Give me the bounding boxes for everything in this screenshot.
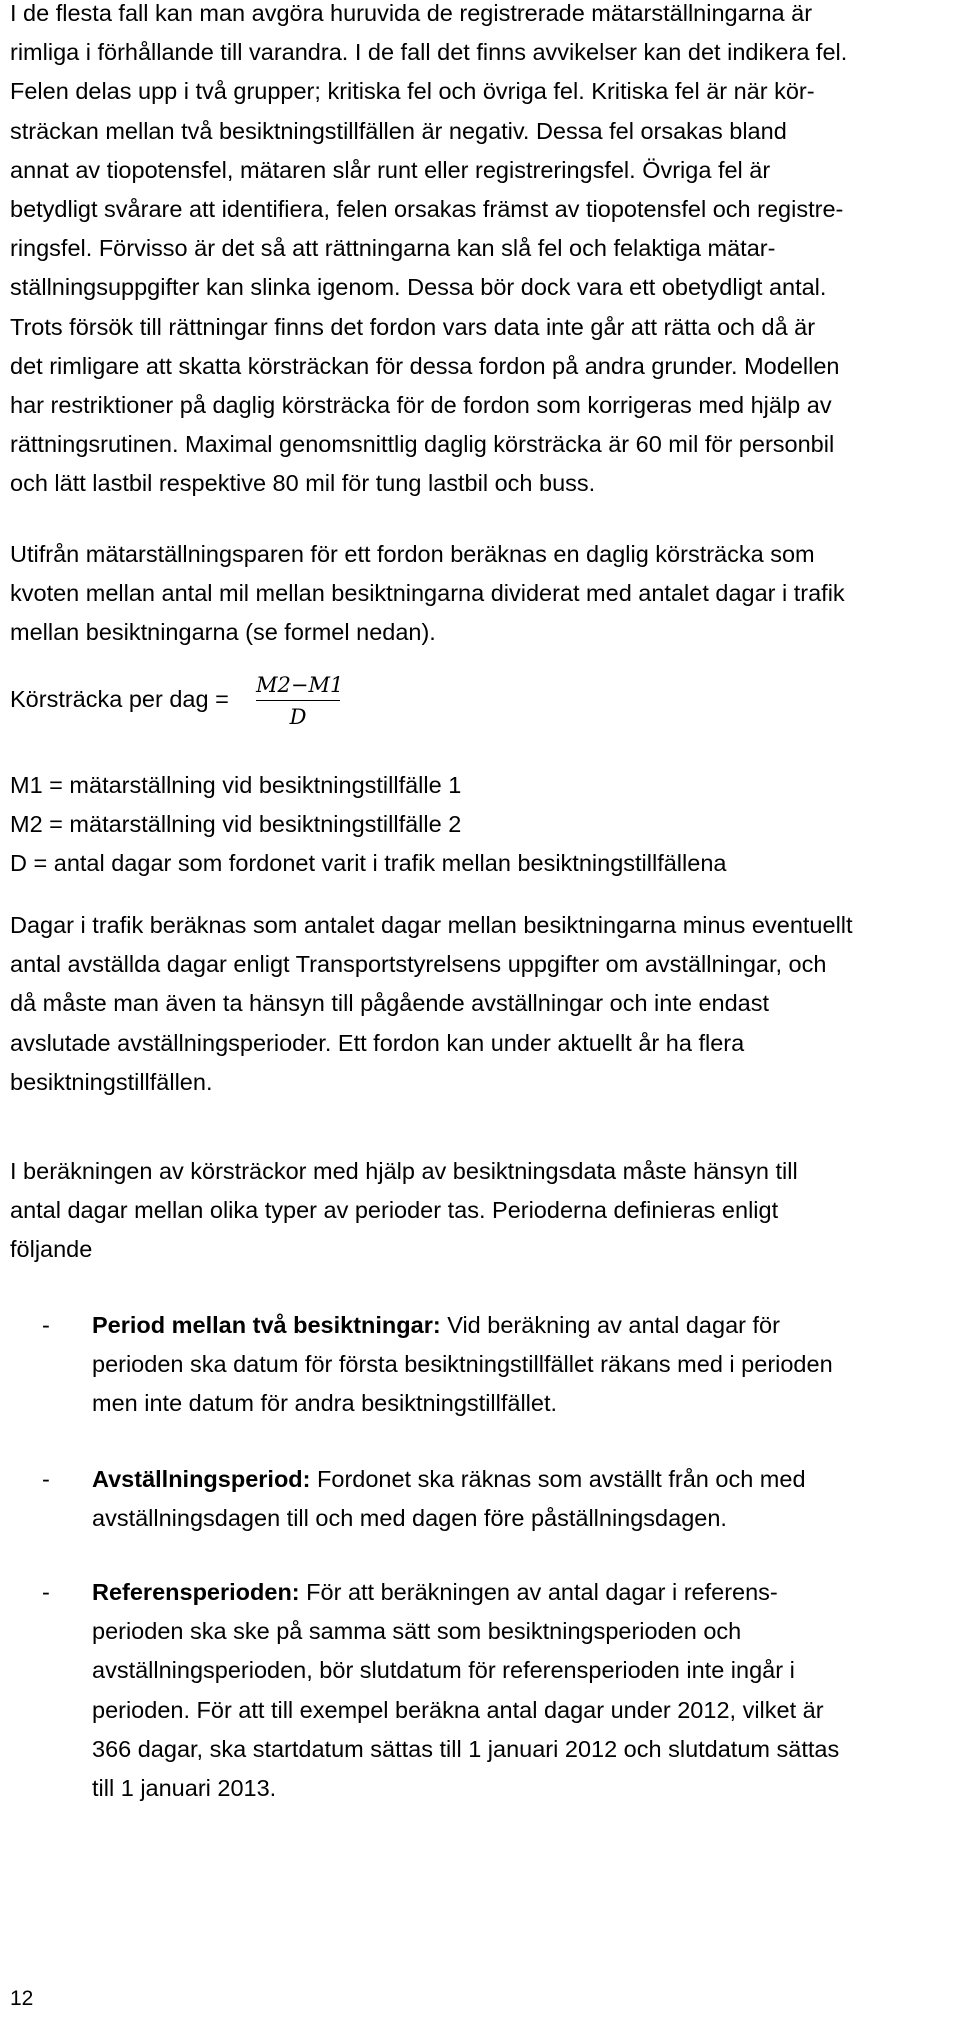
text-line: och lätt lastbil respektive 80 mil för tung lastbil och buss. (10, 470, 596, 497)
text-line: Trots försök till rättningar finns det fordon vars data inte går att rätta och då är (10, 313, 816, 340)
text-line: perioden ska datum för första besiktningstillfället räkans med i perioden (92, 1351, 833, 1378)
list-text: Fordonet ska räknas som avställt från och med (310, 1466, 806, 1492)
text-line: besiktningstillfällen. (10, 1068, 213, 1095)
paragraph-error-types (10, 0, 940, 504)
text-line: mellan besiktningarna (se formel nedan). (10, 619, 436, 646)
text-line: då måste man även ta hänsyn till pågående avställningar och inte endast (10, 990, 770, 1017)
definition-m1: M1 = mätarställning vid besiktningstillfälle 1 (10, 772, 462, 798)
fraction-bar (256, 700, 340, 701)
list-item-text (92, 1306, 942, 1424)
text-line: ställningsuppgifter kan slinka igenom. Dessa bör dock vara ett obetydligt antal. (10, 274, 827, 301)
definition-m2: M2 = mätarställning vid besiktningstillfälle 2 (10, 811, 462, 838)
text-line: Dagar i trafik beräknas som antalet dagar mellan besiktningarna minus eventuellt (10, 912, 853, 938)
text-line: avställningsdagen till och med dagen före påställningsdagen. (92, 1505, 727, 1532)
text-line: annat av tiopotensfel, mätaren slår runt eller registreringsfel. Övriga fel är (10, 156, 771, 183)
list-item-text (92, 1460, 942, 1538)
text-line: betydligt svårare att identifiera, felen orsakas främst av tiopotensfel och registre- (10, 196, 844, 223)
formula-label: Körsträcka per dag = (10, 686, 229, 712)
formula-numerator: M2−M1 (256, 673, 344, 697)
list-dash: - (42, 1579, 50, 1605)
paragraph-traffic-days (10, 906, 940, 1102)
list-item-text (92, 1573, 942, 1808)
text-line: kvoten mellan antal mil mellan besiktningarna dividerat med antalet dagar i trafik (10, 580, 845, 607)
distance-formula (10, 672, 940, 752)
formula-fraction (256, 672, 344, 730)
text-line: avställningsperioden, bör slutdatum för referensperioden inte ingår i (92, 1657, 795, 1684)
text-line: Felen delas upp i två grupper; kritiska fel och övriga fel. Kritiska fel är när kör- (10, 78, 815, 105)
list-term: Referensperioden: (92, 1579, 300, 1605)
text-line: men inte datum för andra besiktningstillfället. (92, 1390, 558, 1417)
text-line: rimliga i förhållande till varandra. I de fall det finns avvikelser kan det indikera fel. (10, 39, 848, 66)
text-line: perioden. För att till exempel beräkna antal dagar under 2012, vilket är (92, 1696, 824, 1723)
list-dash: - (42, 1466, 50, 1492)
text-line: det rimligare att skatta körsträckan för dessa fordon på andra grunder. Modellen (10, 352, 840, 379)
text-line: antal avställda dagar enligt Transportstyrelsens uppgifter om avställningar, och (10, 951, 827, 978)
formula-definitions (10, 766, 940, 884)
list-dash: - (42, 1312, 50, 1338)
text-line: antal dagar mellan olika typer av perioder tas. Perioderna definieras enligt (10, 1197, 779, 1224)
text-line: har restriktioner på daglig körsträcka för de fordon som korrigeras med hjälp av (10, 392, 832, 419)
paragraph-periods-intro (10, 1152, 940, 1270)
list-text: Vid beräkning av antal dagar för (440, 1312, 780, 1338)
text-line: perioden ska ske på samma sätt som besiktningsperioden och (92, 1618, 742, 1645)
text-line: rättningsrutinen. Maximal genomsnittlig daglig körsträcka är 60 mil för personbil (10, 431, 835, 458)
paragraph-daily-distance (10, 535, 940, 653)
text-line: följande (10, 1236, 93, 1263)
list-term: Avställningsperiod: (92, 1466, 311, 1492)
text-line: 366 dagar, ska startdatum sättas till 1 januari 2012 och slutdatum sättas (92, 1735, 840, 1762)
list-term: Period mellan två besiktningar: (92, 1312, 441, 1338)
text-line: till 1 januari 2013. (92, 1775, 277, 1802)
formula-denominator: D (289, 705, 307, 729)
text-line: Utifrån mätarställningsparen för ett fordon beräknas en daglig körsträcka som (10, 541, 815, 567)
page-number: 12 (10, 1987, 34, 2010)
text-line: I beräkningen av körsträckor med hjälp av besiktningsdata måste hänsyn till (10, 1158, 798, 1184)
list-text: För att beräkningen av antal dagar i referens- (299, 1579, 778, 1605)
text-line: avslutade avställningsperioder. Ett fordon kan under aktuellt år ha flera (10, 1029, 745, 1056)
text-line: sträckan mellan två besiktningstillfällen är negativ. Dessa fel orsakas bland (10, 117, 787, 144)
text-line: ringsfel. Förvisso är det så att rättningarna kan slå fel och felaktiga mätar- (10, 235, 776, 262)
text-line: I de flesta fall kan man avgöra huruvida de registrerade mätarställningarna är (10, 0, 813, 26)
definition-d: D = antal dagar som fordonet varit i trafik mellan besiktningstillfällena (10, 850, 727, 877)
